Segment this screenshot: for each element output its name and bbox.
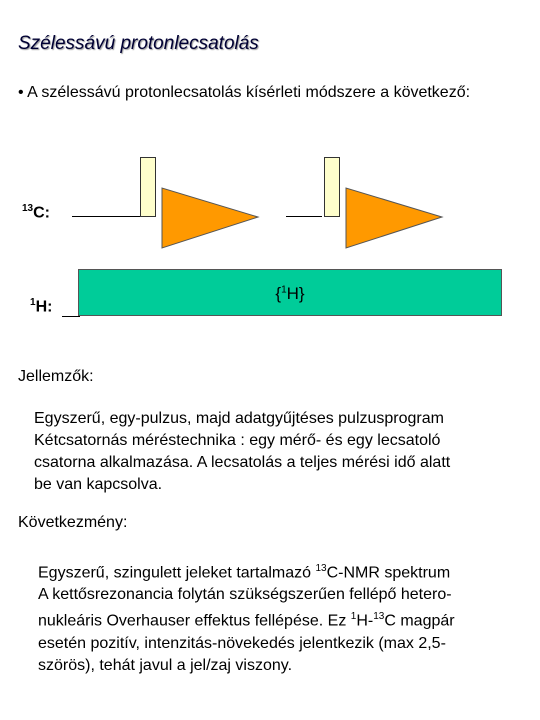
consequence-line-3-mid: H- [356,612,374,630]
decoupler-block [78,269,502,316]
carbon-isotope-sup: 13 [315,563,327,574]
consequence-line-1-tail: C-NMR spektrum [326,564,451,582]
carbon-isotope-sup-2: 13 [373,611,385,623]
carbon-symbol: C: [33,204,51,222]
carbon-channel-label [22,203,50,222]
intro-text: • A szélessávú protonlecsatolás kísérleti módszere a következő: [18,84,471,101]
carbon-baseline-2 [286,216,322,217]
consequence-line-1 [38,558,455,584]
proton-symbol: H: [35,298,53,316]
fid-triangle-2 [344,186,446,250]
consequence-line-5: szörös), tehát javul a jel/zaj viszony. [38,656,293,674]
decoupler-symbol: H} [286,284,305,303]
features-line-1: Egyszerű, egy-pulzus, majd adatgyűjtéses pulzusprogram [34,410,444,427]
features-line-4: be van kapcsolva. [34,476,163,493]
features-line-3: csatorna alkalmazása. A lecsatolás a teljes mérési idő alatt [34,454,451,471]
consequence-line-1-text: Egyszerű, szingulett jeleket tartalmazó [38,564,316,582]
proton-channel-label [30,297,52,316]
consequence-heading: Következmény: [18,514,128,531]
consequence-line-4: esetén pozitív, intenzitás-növekedés jelentkezik (max 2,5- [38,634,446,652]
proton-baseline [62,316,80,317]
pulse-block-2 [324,157,340,217]
decoupler-isotope-number: 1 [281,284,287,296]
consequence-line-3-text: nukleáris Overhauser effektus fellépése. Ez [38,612,351,630]
page-title: Szélessávú protonlecsatolás [18,33,259,54]
consequence-line-3 [38,606,455,632]
consequence-line-3-tail: C magpár [384,612,455,630]
features-heading: Jellemzők: [18,368,94,385]
decoupler-brace: { [275,284,282,303]
proton-isotope-number: 1 [30,297,36,308]
consequence-paragraph [38,558,455,677]
features-paragraph [34,408,450,496]
proton-isotope-sup: 1 [350,611,357,623]
features-line-2: Kétcsatornás méréstechnika : egy mérő- és egy lecsatoló [34,432,441,449]
consequence-line-2: A kettősrezonancia folytán szükségszerűen fellépő hetero- [38,586,452,604]
fid-triangle-1 [160,186,262,250]
decoupler-label [79,284,501,304]
carbon-isotope-number: 13 [22,203,34,214]
pulse-block-1 [140,157,156,217]
